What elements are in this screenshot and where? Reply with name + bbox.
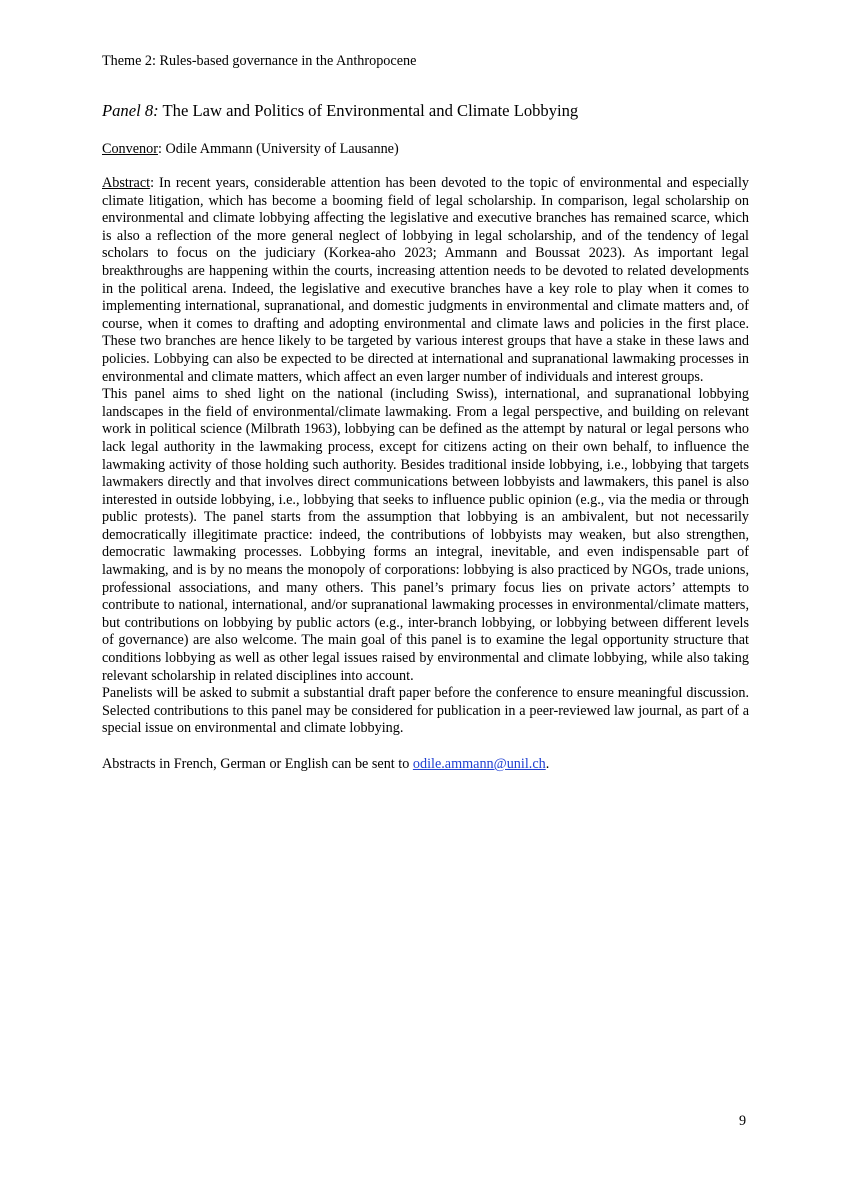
abstract-paragraph-3: Panelists will be asked to submit a substantial draft paper before the conference to ensure meaningful discussion. Selected contributions to this panel may be considered for publication in a peer-reviewed law journal, as part of a special issue on environmental and climate lobbying.	[102, 685, 749, 737]
contact-text: Abstracts in French, German or English can be sent to	[102, 756, 413, 772]
contact-line	[102, 755, 749, 773]
abstract-label: Abstract	[102, 175, 151, 191]
panel-label: Panel 8:	[102, 101, 159, 120]
convenor-line	[102, 140, 749, 158]
page-number: 9	[739, 1113, 747, 1129]
panel-title-text: The Law and Politics of Environmental and Climate Lobbying	[162, 101, 579, 120]
email-link[interactable]: odile.ammann@unil.ch	[412, 756, 546, 772]
theme-heading: Theme 2: Rules-based governance in the Anthropocene	[102, 53, 417, 69]
abstract-paragraph-1-text: : In recent years, considerable attention has been devoted to the topic of environmental and especially climate litigation, which has become a booming field of legal scholarship. In comparison, legal scholarship on environmental and climate lobbying affecting the legislative and executive branches has remained scarce, which is also a reflection of the more general neglect of lobbying in legal scholarship, and of the tendency of legal scholars to focus on the judiciary (Korkea-aho 2023; Ammann and Boussat 2023). As important legal breakthroughs are happening within the courts, increasing attention needs to be devoted to related developments in the political arena. Indeed, the legislative and executive branches have a key role to play when it comes to implementing international, supranational, and domestic judgments in environmental and climate matters and, of course, when it comes to drafting and adopting environmental and climate laws and policies in the first place. These two branches are hence likely to be targeted by various interest groups that have a stake in these laws and policies. Lobbying can also be expected to be directed at international and supranational lawmaking processes in environmental and climate matters, which affect an even larger number of individuals and interest groups.	[102, 175, 749, 385]
abstract-paragraph-2: This panel aims to shed light on the national (including Swiss), international, and supranational lobbying landscapes in the field of environmental/climate lawmaking. From a legal perspective, and building on relevant work in political science (Milbrath 1963), lobbying can be defined as the attempt by natural or legal persons who lack legal authority in the lawmaking process, except for citizens acting on their own behalf, to influence the lawmaking activity of those holding such authority. Besides traditional inside lobbying, i.e., lobbying that targets lawmakers directly and that involves direct communications between lobbyists and lawmakers, this panel is also interested in outside lobbying, i.e., lobbying that seeks to influence public opinion (e.g., via the media or through public protests). The panel starts from the assumption that lobbying is an ambivalent, but not necessarily democratically illegitimate practice: indeed, the contributions of lobbyists may weaken, but also strengthen, democratic lawmaking processes. Lobbying forms an integral, inevitable, and even indispensable part of lawmaking, and is by no means the monopoly of corporations: lobbying is also practiced by NGOs, trade unions, professional associations, and many others. This panel’s primary focus lies on private actors’ attempts to contribute to national, international, and/or supranational lawmaking processes in environmental/climate matters, but contributions on lobbying by public actors (e.g., inter-branch lobbying, or lobbying between different levels of governance) are also welcome. The main goal of this panel is to examine the legal opportunity structure that conditions lobbying as well as other legal issues raised by environmental and climate lobbying, while also taking relevant scholarship in related disciplines into account.	[102, 386, 749, 684]
panel-title	[102, 101, 749, 121]
document-page	[102, 52, 749, 773]
contact-suffix: .	[545, 756, 550, 772]
abstract-section	[102, 175, 749, 738]
abstract-paragraph-1	[102, 175, 749, 386]
convenor-value: : Odile Ammann (University of Lausanne)	[157, 141, 399, 157]
convenor-label: Convenor	[102, 141, 158, 157]
